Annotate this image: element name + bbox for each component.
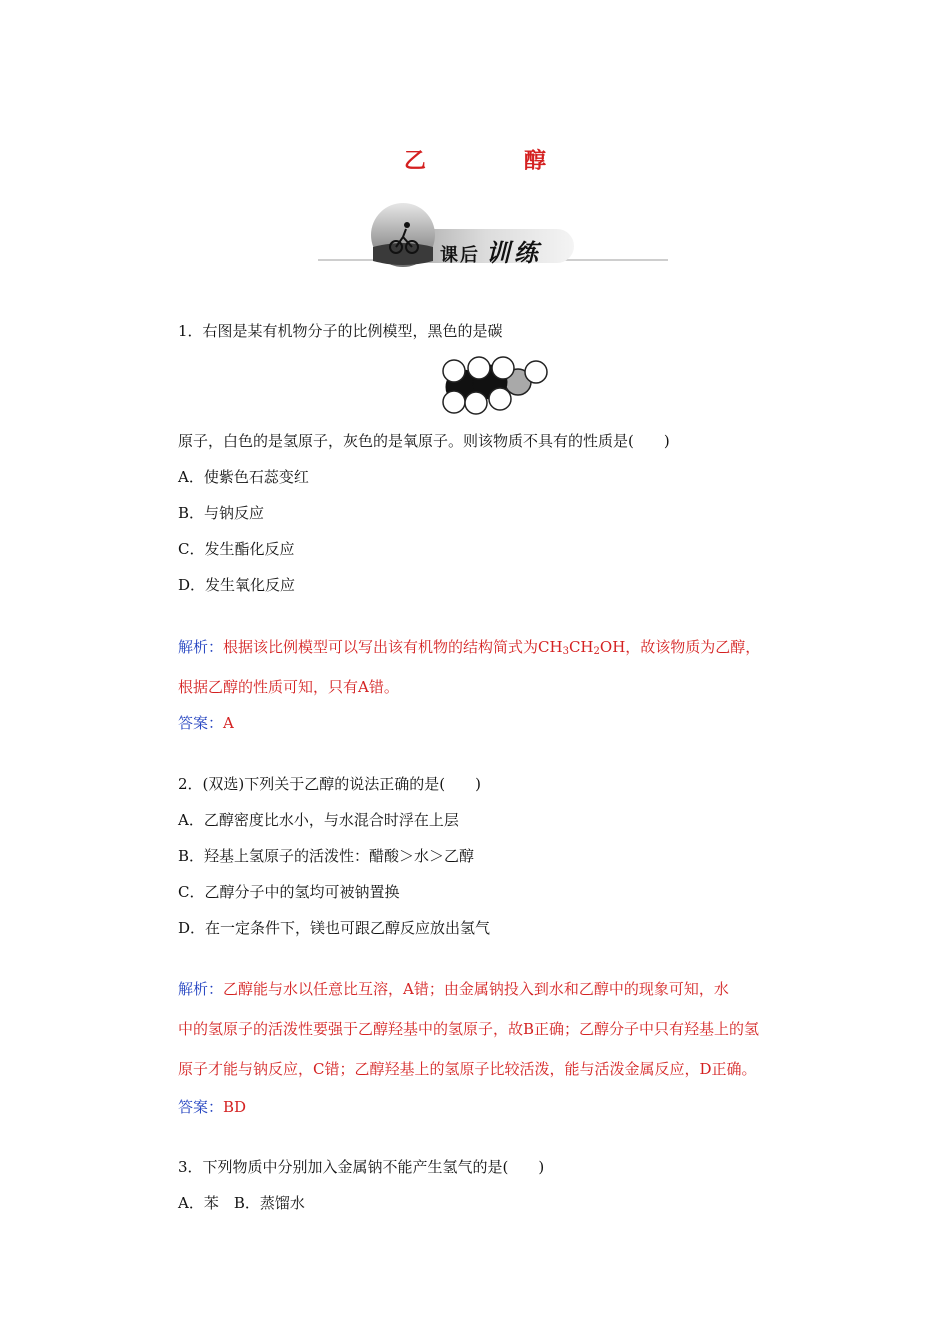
- q1-option-d: D．发生氧化反应: [178, 576, 296, 594]
- section-banner: [318, 203, 668, 269]
- q3-options: A．苯 B．蒸馏水: [178, 1194, 305, 1212]
- banner-label-2: 训练: [486, 238, 542, 267]
- q2-analysis-line-2: 中的氢原子的活泼性要强于乙醇羟基中的氢原子，故B正确；乙醇分子中只有羟基上的氢: [178, 1020, 760, 1038]
- banner-label-1: 课后: [440, 245, 480, 266]
- q1-answer: 答案：A: [178, 714, 234, 732]
- q1-analysis-label: 解析：: [178, 638, 224, 656]
- q2-answer: 答案：BD: [178, 1098, 247, 1116]
- q2-analysis-line-3: 原子才能与钠反应，C错；乙醇羟基上的氢原子比较活泼，能与活泼金属反应，D正确。: [178, 1060, 757, 1078]
- banner-label: [440, 233, 542, 268]
- q2-option-b: B．羟基上氢原子的活泼性：醋酸＞水＞乙醇: [178, 847, 475, 865]
- q1-analysis-line-2: 根据乙醇的性质可知，只有A错。: [178, 678, 399, 696]
- ethanol-model-diagram: [436, 356, 548, 418]
- q2-analysis-label: 解析：: [178, 980, 224, 998]
- q1-option-c: C．发生酯化反应: [178, 540, 295, 558]
- q1-stem-1: 1．右图是某有机物分子的比例模型，黑色的是碳: [178, 322, 503, 340]
- q2-option-d: D．在一定条件下，镁也可跟乙醇反应放出氢气: [178, 919, 491, 937]
- q1-analysis-line-1: 解析：根据该比例模型可以写出该有机物的结构简式为$CH_3CH_2OH$，故该物质为乙醇，: [178, 638, 761, 657]
- page-title: 乙 醇: [403, 148, 584, 174]
- q2-option-c: C．乙醇分子中的氢均可被钠置换: [178, 883, 400, 901]
- q3-stem: 3．下列物质中分别加入金属钠不能产生氢气的是( ): [178, 1158, 545, 1176]
- q2-option-a: A．乙醇密度比水小，与水混合时浮在上层: [178, 811, 459, 829]
- q1-option-b: B．与钠反应: [178, 504, 265, 522]
- q2-analysis-line-1: 解析：乙醇能与水以任意比互溶，A错；由金属钠投入到水和乙醇中的现象可知，水: [178, 980, 729, 998]
- q1-stem-2: 原子，白色的是氢原子，灰色的是氧原子。则该物质不具有的性质是( ): [178, 432, 670, 450]
- q1-option-a: A．使紫色石蕊变红: [178, 468, 309, 486]
- q2-stem: 2．(双选)下列关于乙醇的说法正确的是( ): [178, 775, 481, 793]
